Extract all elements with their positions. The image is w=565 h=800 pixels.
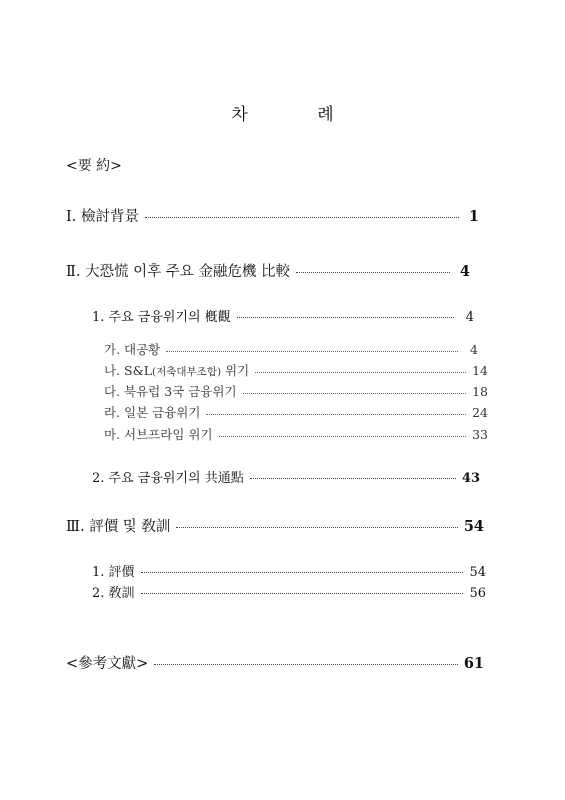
toc-page-number: 1 xyxy=(468,208,479,225)
toc-leader-dots xyxy=(176,527,457,528)
toc-page-number: 18 xyxy=(472,384,488,399)
toc-leader-dots xyxy=(141,593,464,594)
toc-page-number: 33 xyxy=(472,427,488,442)
toc-label: 다. 북유럽 3국 금융위기 xyxy=(104,384,237,399)
toc-label: 1. 評價 xyxy=(92,565,135,580)
toc-entry-section-2-1-e[interactable] xyxy=(104,425,488,443)
toc-entry-section-2[interactable] xyxy=(66,260,470,281)
toc-label-main: 나. S&L xyxy=(104,363,153,378)
toc-label: 2. 敎訓 xyxy=(92,586,135,601)
toc-page-number: 4 xyxy=(465,310,474,325)
toc-entry-section-2-2[interactable] xyxy=(92,467,480,486)
toc-leader-dots xyxy=(145,217,459,218)
toc-entry-section-3-1[interactable] xyxy=(92,561,486,580)
toc-page-number: 54 xyxy=(469,565,486,580)
toc-label: 1. 주요 금융위기의 槪觀 xyxy=(92,310,231,325)
toc-label: Ⅲ. 評價 및 敎訓 xyxy=(66,519,171,535)
toc-label: Ⅱ. 大恐慌 이후 주요 金融危機 比較 xyxy=(66,264,291,280)
toc-entry-section-2-1-d[interactable] xyxy=(104,403,488,421)
toc-entry-references[interactable] xyxy=(66,652,484,673)
toc-entry-section-2-1-a[interactable] xyxy=(104,340,478,358)
toc-leader-dots xyxy=(141,572,464,573)
toc-label: 마. 서브프라임 위기 xyxy=(104,427,213,442)
toc-label: <參考文獻> xyxy=(66,656,149,672)
toc-label: 가. 대공황 xyxy=(104,342,161,357)
toc-page-number: 24 xyxy=(472,405,488,420)
toc-summary: <要 約> xyxy=(66,158,122,174)
toc-entry-section-3-2[interactable] xyxy=(92,582,486,601)
toc-leader-dots xyxy=(166,351,458,352)
toc-entry-section-3[interactable] xyxy=(66,515,484,536)
toc-page-number: 56 xyxy=(469,586,486,601)
toc-page-number: 4 xyxy=(459,263,470,280)
toc-entry-section-1[interactable] xyxy=(66,205,479,226)
toc-leader-dots xyxy=(243,393,467,394)
toc-leader-dots xyxy=(219,436,467,437)
toc-leader-dots xyxy=(154,664,458,665)
toc-leader-dots xyxy=(206,414,466,415)
toc-page-number: 61 xyxy=(463,655,484,672)
toc-label-note: (저축대부조합) xyxy=(152,366,222,378)
toc-leader-dots xyxy=(237,317,454,318)
toc-label: 라. 일본 금융위기 xyxy=(104,405,201,420)
toc-entry-section-2-1-b[interactable] xyxy=(104,361,488,379)
toc-label: Ⅰ. 檢討背景 xyxy=(66,209,139,225)
toc-page-number: 14 xyxy=(472,363,488,378)
toc-entry-section-2-1-c[interactable] xyxy=(104,382,488,400)
toc-label: 2. 주요 금융위기의 共通點 xyxy=(92,471,244,486)
toc-label xyxy=(104,361,249,379)
toc-label-tail: 위기 xyxy=(221,363,250,378)
toc-entry-section-2-1[interactable] xyxy=(92,306,474,325)
toc-leader-dots xyxy=(250,478,456,479)
toc-page-number: 4 xyxy=(470,342,478,357)
toc-page-number: 54 xyxy=(463,518,484,535)
page-title: 차 례 xyxy=(231,105,366,125)
toc-page-number: 43 xyxy=(461,471,480,486)
toc-leader-dots xyxy=(296,272,450,273)
toc-leader-dots xyxy=(255,372,466,373)
